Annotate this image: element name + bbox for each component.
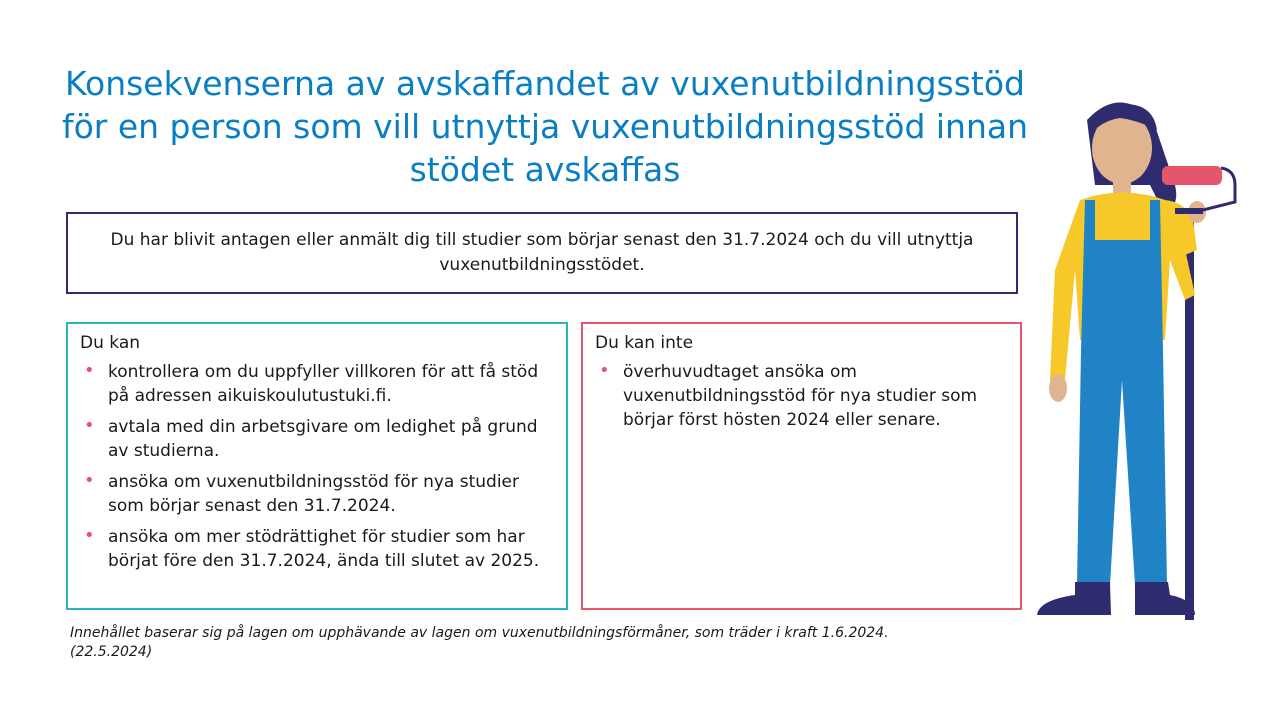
list-item-text: avtala med din arbetsgivare om ledighet på grund av studierna. (108, 417, 538, 461)
list-item-text: kontrollera om du uppfyller villkoren för att få stöd på adressen aikuiskoulutustuki.fi. (108, 362, 539, 406)
intro-text: Du har blivit antagen eller anmält dig till studier som börjar senast den 31.7.2024 och du vill utnyttja vuxenutbildningsstödet. (110, 230, 974, 275)
list-item-text: överhuvudtaget ansöka om vuxenutbildningsstöd för nya studier som börjar först hösten 2024 eller senare. (623, 362, 978, 430)
page-title: Konsekvenserna av avskaffandet av vuxenutbildningsstöd för en person som vill utnyttja vuxenutbildningsstöd innan stödet avskaffas (61, 64, 1029, 189)
bullet-icon: • (84, 470, 95, 491)
footnote-line-1: Innehållet baserar sig på lagen om upphävande av lagen om vuxenutbildningsförmåner, som träder i kraft 1.6.2024. (70, 625, 889, 641)
list-item (599, 360, 1006, 432)
list-item (84, 525, 552, 573)
paint-roller-icon (1162, 166, 1222, 185)
footnote-line-2: (22.5.2024) (70, 644, 153, 660)
can-heading: Du kan (80, 333, 141, 353)
bullet-icon: • (84, 415, 95, 436)
cannot-box (581, 322, 1022, 610)
bullet-icon: • (84, 360, 95, 381)
woman-painter-illustration (1025, 90, 1265, 630)
hand-icon (1049, 374, 1067, 402)
shoe-icon (1037, 582, 1111, 615)
can-list (84, 360, 552, 573)
list-item (84, 470, 552, 518)
list-item-text: ansöka om vuxenutbildningsstöd för nya studier som börjar senast den 31.7.2024. (108, 472, 519, 516)
can-box (66, 322, 568, 610)
footnote (70, 624, 1030, 662)
cannot-heading: Du kan inte (595, 333, 694, 353)
list-item (84, 415, 552, 463)
intro-box (66, 212, 1018, 294)
overalls-icon (1077, 200, 1167, 585)
bullet-icon: • (84, 525, 95, 546)
list-item (84, 360, 552, 408)
list-item-text: ansöka om mer stödrättighet för studier som har börjat före den 31.7.2024, ända till slutet av 2025. (108, 527, 540, 571)
cannot-list (599, 360, 1006, 432)
bullet-icon: • (599, 360, 610, 381)
